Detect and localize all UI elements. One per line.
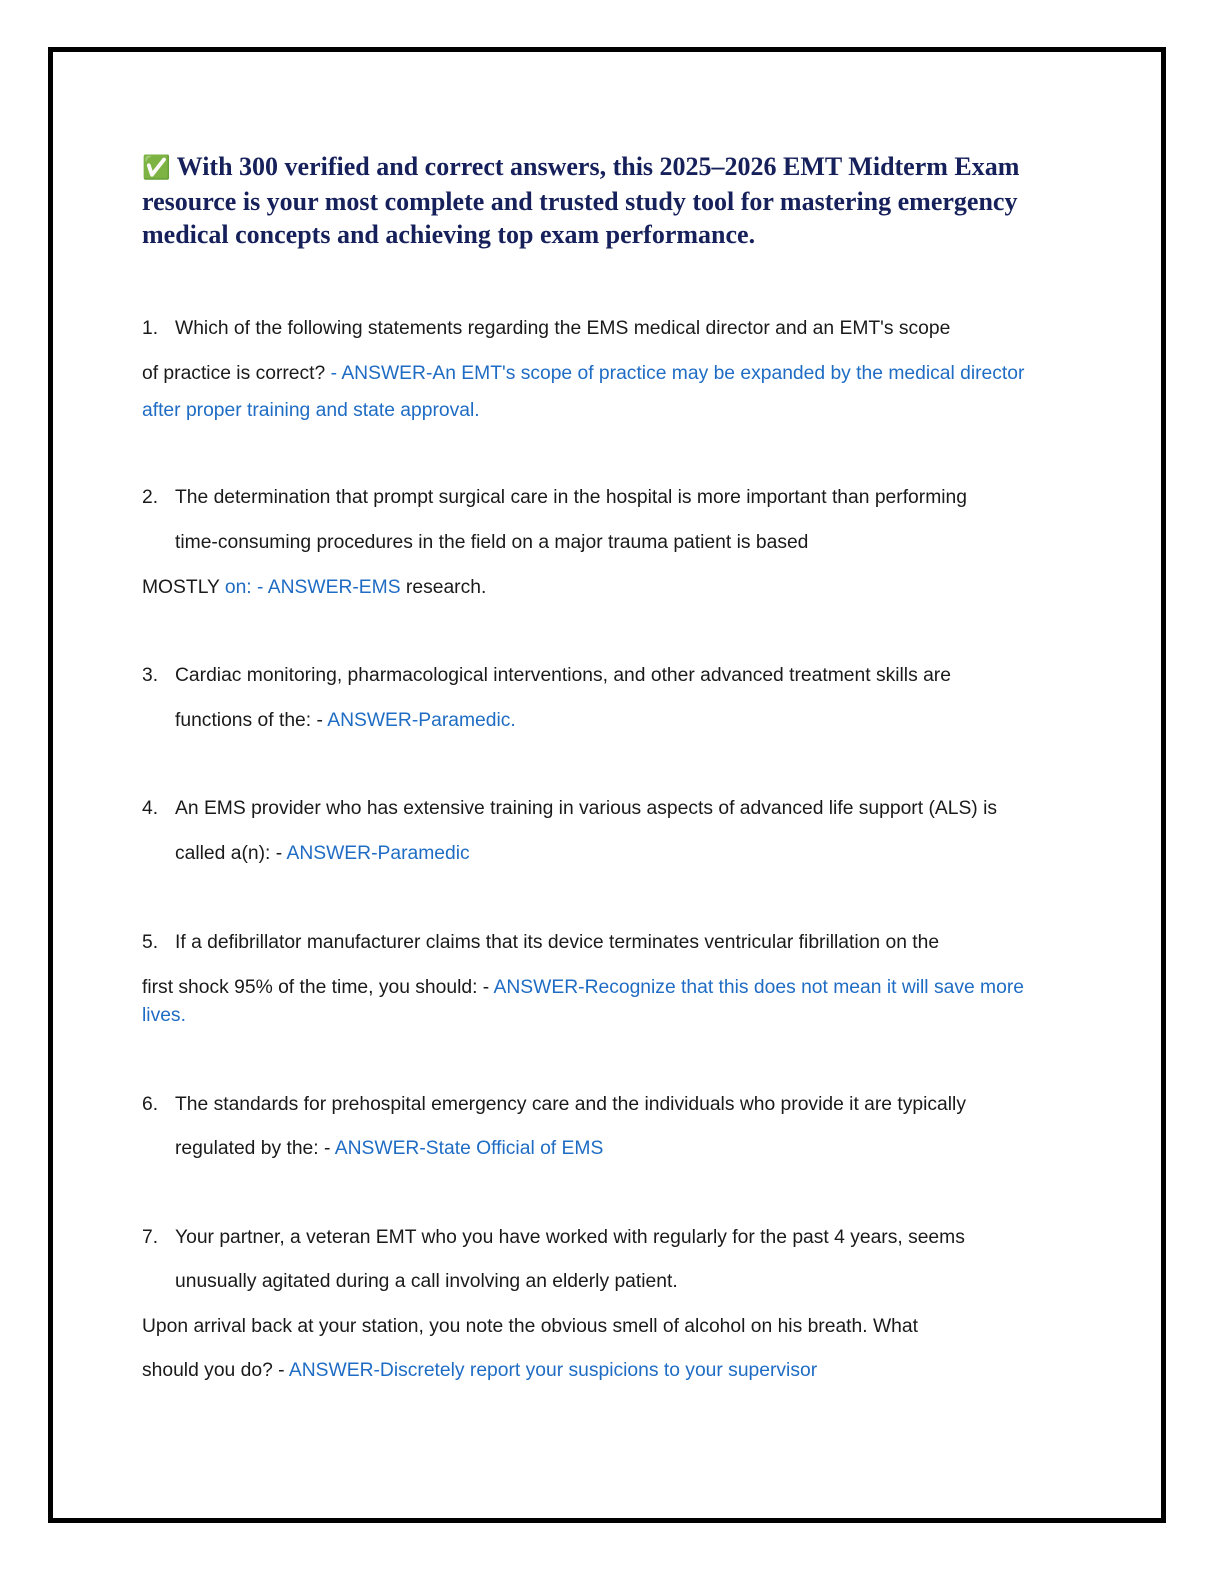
question-7-line-4 [142, 1359, 817, 1383]
question-3-line-1 [142, 664, 951, 688]
check-mark-icon: ✅ [142, 155, 171, 181]
question-number: 2. [142, 487, 159, 508]
question-5-line-1 [142, 931, 939, 955]
question-5-line-3 [142, 1004, 186, 1028]
question-number: 4. [142, 798, 159, 819]
question-7-line-2 [175, 1270, 678, 1294]
question-text: If a defibrillator manufacturer claims that its device terminates ventricular fibrillation on the [175, 932, 940, 953]
question-text: Cardiac monitoring, pharmacological interventions, and other advanced treatment skills are [175, 665, 951, 686]
question-number: 1. [142, 318, 159, 339]
answer-text: ANSWER-Discretely report your suspicions to your supervisor [288, 1360, 818, 1381]
question-text: Which of the following statements regarding the EMS medical director and an EMT's scope [175, 318, 951, 339]
question-text: research. [400, 577, 487, 598]
question-1-line-2 [142, 362, 1024, 386]
answer-text: - ANSWER-An EMT's scope of practice may be expanded by the medical director [325, 363, 1025, 384]
question-text: first shock 95% of the time, you should: - [142, 977, 494, 998]
question-2-line-1 [142, 486, 967, 510]
answer-text: ANSWER-Paramedic [286, 843, 470, 864]
question-text: MOSTLY [142, 577, 225, 598]
question-5-line-2 [142, 976, 1024, 1000]
answer-text: after proper training and state approval. [142, 400, 480, 421]
question-number: 3. [142, 665, 159, 686]
question-text: functions of the: - [175, 710, 328, 731]
answer-text: on: - ANSWER-EMS [224, 577, 401, 598]
answer-text: ANSWER-State Official of EMS [334, 1138, 604, 1159]
question-6-line-1 [142, 1093, 966, 1117]
page-border [48, 47, 1166, 1523]
answer-text: ANSWER-Recognize that this does not mean it will save more [493, 977, 1024, 998]
question-number: 5. [142, 932, 159, 953]
answer-text: ANSWER-Paramedic. [327, 710, 516, 731]
question-text: An EMS provider who has extensive training in various aspects of advanced life support (ALS) is [175, 798, 998, 819]
question-7-line-1 [142, 1226, 965, 1250]
question-4-line-1 [142, 797, 997, 821]
question-text: Upon arrival back at your station, you note the obvious smell of alcohol on his breath. What [142, 1316, 918, 1337]
question-text: Your partner, a veteran EMT who you have worked with regularly for the past 4 years, seems [175, 1227, 965, 1248]
question-7-line-3 [142, 1315, 918, 1339]
question-text: of practice is correct? [142, 363, 326, 384]
question-6-line-2 [175, 1137, 603, 1161]
answer-text: lives. [142, 1005, 186, 1026]
question-text: The determination that prompt surgical care in the hospital is more important than performing [175, 487, 967, 508]
question-text: regulated by the: - [175, 1138, 335, 1159]
question-1-line-3 [142, 399, 480, 423]
question-2-line-3 [142, 576, 486, 600]
question-3-line-2 [175, 709, 516, 733]
question-4-line-2 [175, 842, 470, 866]
question-number: 6. [142, 1094, 159, 1115]
question-text: should you do? - [142, 1360, 289, 1381]
question-number: 7. [142, 1227, 159, 1248]
question-text: called a(n): - [175, 843, 287, 864]
question-2-line-2 [175, 531, 808, 555]
page-title-text: With 300 verified and correct answers, this 2025–2026 EMT Midterm Exam resource is your most complete and trusted study tool for mastering emergency medical concepts and achieving top exam performance. [142, 152, 1020, 249]
question-text: The standards for prehospital emergency care and the individuals who provide it are typically [175, 1094, 966, 1115]
page-title [142, 150, 1062, 251]
question-1-line-1 [142, 317, 950, 341]
question-text: time-consuming procedures in the field on a major trauma patient is based [175, 532, 809, 553]
question-text: unusually agitated during a call involving an elderly patient. [175, 1271, 678, 1292]
